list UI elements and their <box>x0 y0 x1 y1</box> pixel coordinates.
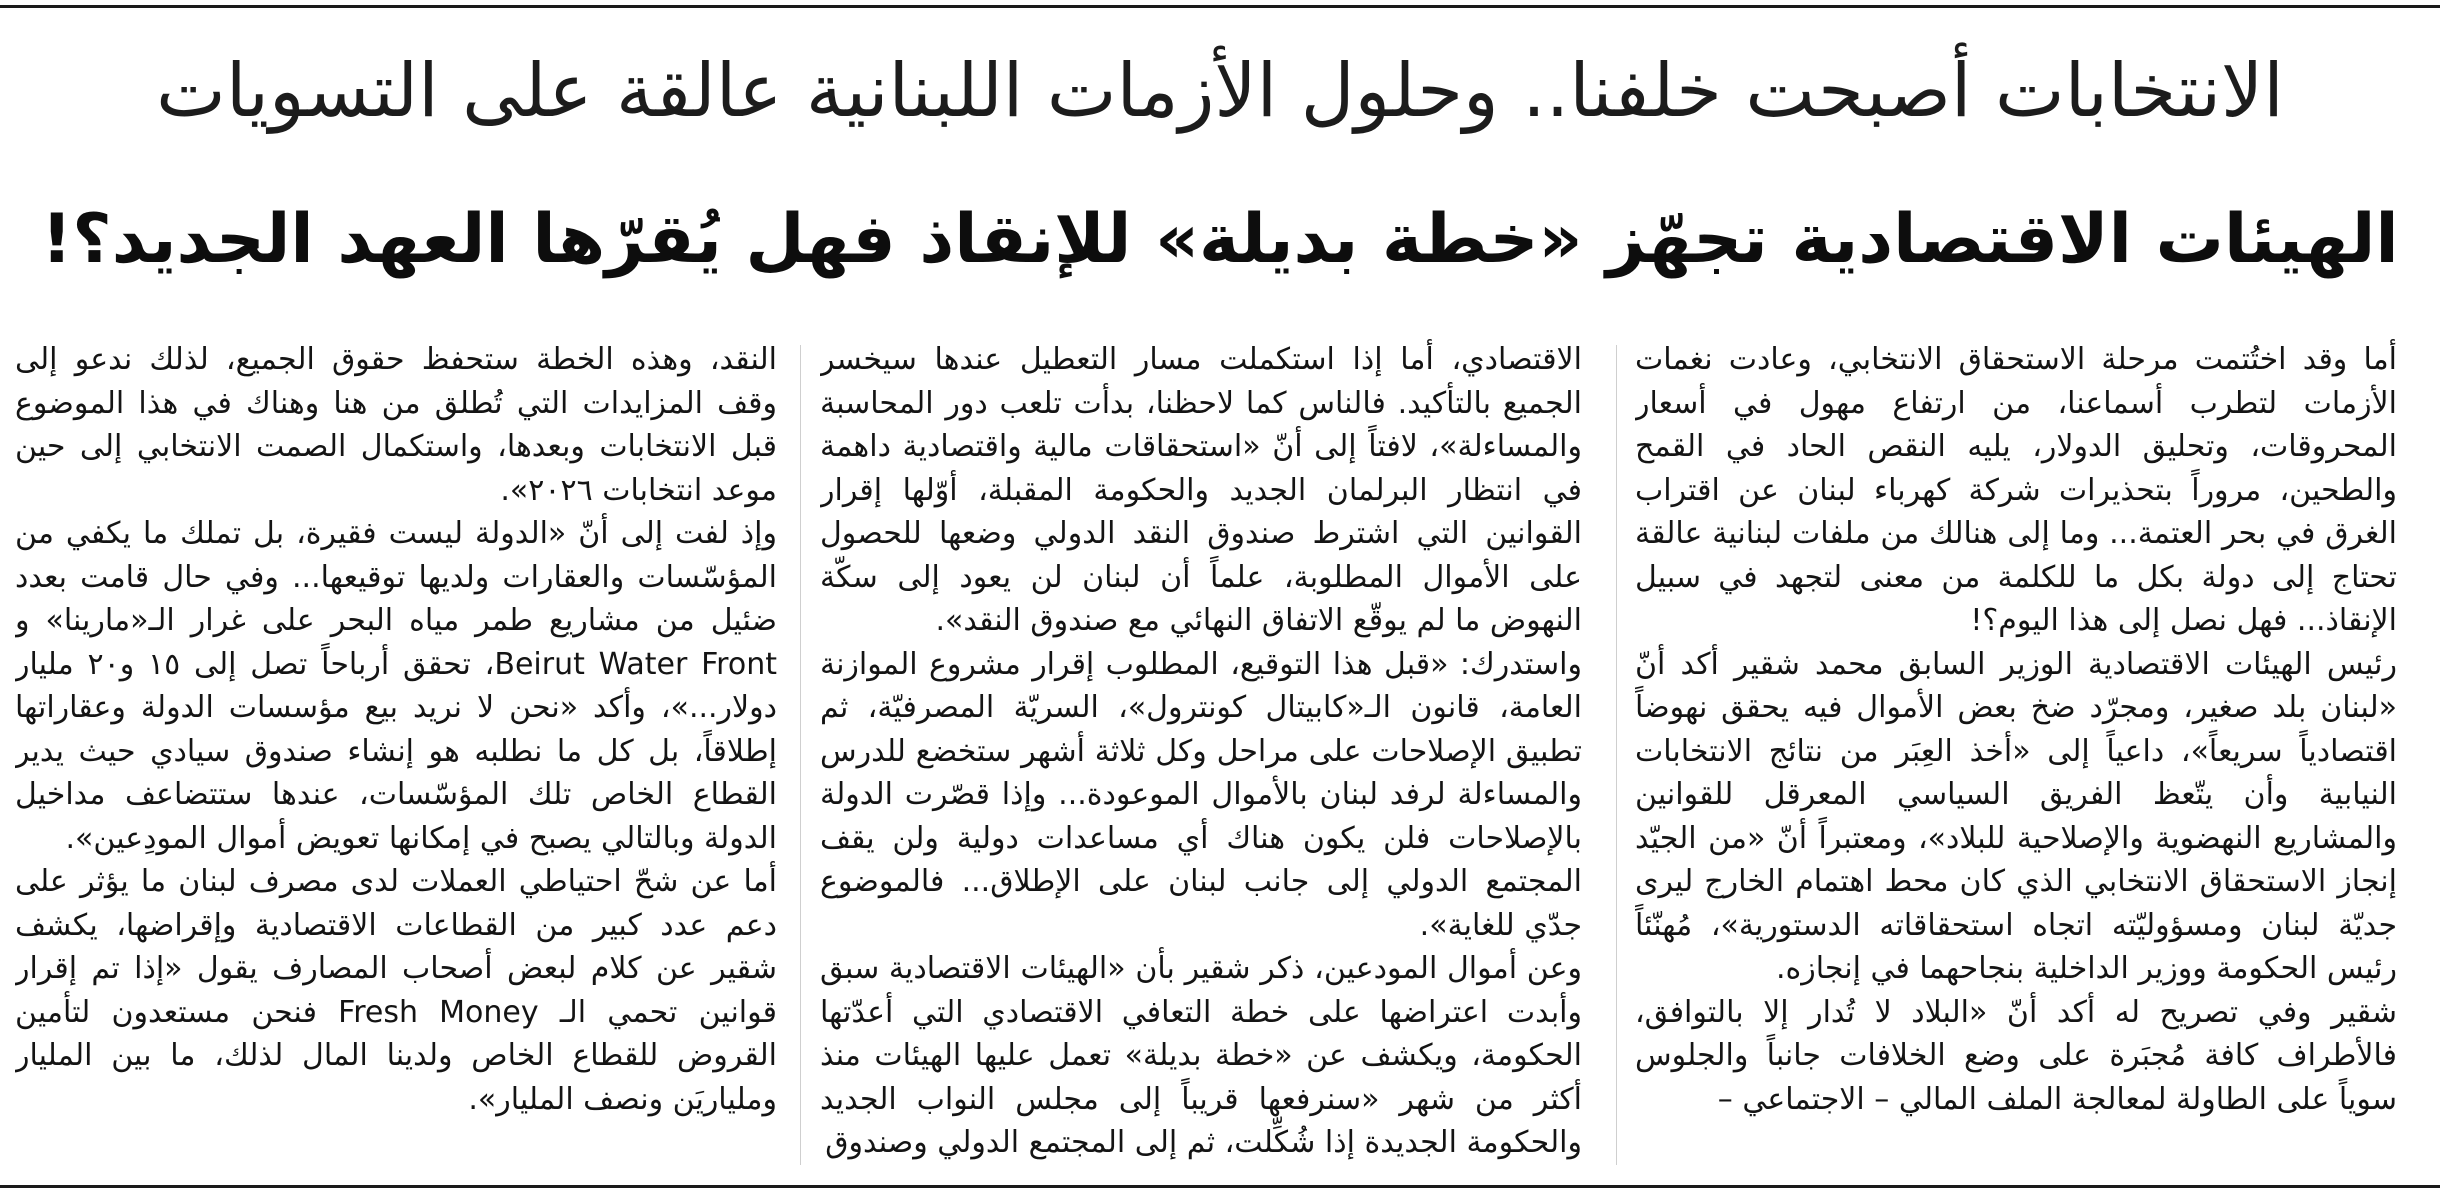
column-2-paragraph-1: الاقتصادي، أما إذا استكملت مسار التعطيل عندها سيخسر الجميع بالتأكيد. فالناس كما لاحظنا، بدأت تلعب دور المحاسبة والمساءلة»، لافتاً إلى أنّ «استحقاقات مالية واقتصادية داهمة في انتظار البرلمان الجديد والحكومة المقبلة، أوّلها إقرار القوانين التي اشترط صندوق النقد الدولي وضعها للحصول على الأموال المطلوبة، علماً أن لبنان لن يعود إلى سكّة النهوض ما لم يوقّع الاتفاق النهائي مع صندوق النقد». <box>820 342 1582 638</box>
column-3-paragraph-3: أما عن شحّ احتياطي العملات لدى مصرف لبنان ما يؤثر على دعم عدد كبير من القطاعات الاقتصادية وإقراضها، يكشف شقير عن كلام لبعض أصحاب المصارف يقول «إذا تم إقرار قوانين تحمي الـ Fresh Money فنحن مستعدون لتأمين القروض للقطاع الخاص ولدينا المال لذلك، ما بين المليار وملياريَن ونصف المليار». <box>15 864 777 1117</box>
top-rule <box>0 5 2440 8</box>
bottom-rule <box>0 1185 2440 1188</box>
column-1-paragraph-2: رئيس الهيئات الاقتصادية الوزير السابق محمد شقير أكد أنّ «لبنان بلد صغير، ومجرّد ضخ بعض الأموال فيه يحقق نهوضاً اقتصادياً سريعاً»، داعياً إلى «أخذ العِبَر من نتائج الانتخابات النيابية وأن يتّعظ الفريق السياسي المعرقل للقوانين والمشاريع النهضوية والإصلاحية للبلاد»، ومعتبراً أنّ «من الجيّد إنجاز الاستحقاق الانتخابي الذي كان محط اهتمام الخارج ليرى جديّة لبنان ومسؤوليّته اتجاه استحقاقاته الدستورية»، مُهنّئاً رئيس الحكومة ووزير الداخلية بنجاحهما في إنجازه. <box>1635 646 2397 986</box>
column-1-paragraph-3: شقير وفي تصريح له أكد أنّ «البلاد لا تُدار إلا بالتوافق، فالأطراف كافة مُجبَرة على وضع الخلافات جانباً والجلوس سوياً على الطاولة لمعالجة الملف المالي – الاجتماعي – <box>1635 994 2397 1117</box>
column-3-paragraph-2: وإذ لفت إلى أنّ «الدولة ليست فقيرة، بل تملك ما يكفي من المؤسّسات والعقارات ولديها توقيعها... وفي حال قامت بعدد ضئيل من مشاريع طمر مياه البحر على غرار الـ«مارينا» و Beirut Water Front، تحقق أرباحاً تصل إلى ١٥ و٢٠ مليار دولار...»، وأكد «نحن لا نريد بيع مؤسسات الدولة وعقاراتها إطلاقاً، بل كل ما نطلبه هو إنشاء صندوق سيادي حيث يدير القطاع الخاص تلك المؤسّسات، عندها ستتضاعف مداخيل الدولة وبالتالي يصبح في إمكانها تعويض أموال المودِعين». <box>15 516 777 856</box>
column-1-paragraph-1: أما وقد اختُتمت مرحلة الاستحقاق الانتخابي، وعادت نغمات الأزمات لتطرب أسماعنا، من ارتفاع مهول في أسعار المحروقات، وتحليق الدولار، يليه النقص الحاد في القمح والطحين، مروراً بتحذيرات شركة كهرباء لبنان عن اقتراب الغرق في بحر العتمة... وما إلى هنالك من ملفات لبنانية عالقة تحتاج إلى دولة بكل ما للكلمة من معنى لتجهد في سبيل الإنقاذ... فهل نصل إلى هذا اليوم؟! <box>1635 342 2397 638</box>
article-column-3 <box>15 338 777 1168</box>
article-column-2 <box>820 338 1582 1168</box>
main-headline: الهيئات الاقتصادية تجهّز «خطة بديلة» للإنقاذ فهل يُقرّها العهد الجديد؟! <box>41 200 2399 279</box>
column-divider <box>1616 345 1617 1165</box>
column-3-paragraph-1: النقد، وهذه الخطة ستحفظ حقوق الجميع، لذلك ندعو إلى وقف المزايدات التي تُطلق من هنا وهناك في هذا الموضوع قبل الانتخابات وبعدها، واستكمال الصمت الانتخابي إلى حين موعد انتخابات ٢٠٢٦». <box>15 342 777 508</box>
column-2-paragraph-3: وعن أموال المودعين، ذكر شقير بأن «الهيئات الاقتصادية سبق وأبدت اعتراضها على خطة التعافي الاقتصادي التي أعدّتها الحكومة، ويكشف عن «خطة بديلة» تعمل عليها الهيئات منذ أكثر من شهر «سنرفعها قريباً إلى مجلس النواب الجديد والحكومة الجديدة إذا شُكِّلت، ثم إلى المجتمع الدولي وصندوق <box>820 951 1582 1160</box>
column-2-paragraph-2: واستدرك: «قبل هذا التوقيع، المطلوب إقرار مشروع الموازنة العامة، قانون الـ«كابيتال كونترول»، السريّة المصرفيّة، ثم تطبيق الإصلاحات على مراحل وكل ثلاثة أشهر ستخضع للدرس والمساءلة لرفد لبنان بالأموال الموعودة... وإذا قصّرت الدولة بالإصلاحات فلن يكون هناك أي مساعدات دولية ولن يقف المجتمع الدولي إلى جانب لبنان على الإطلاق... فالموضوع جدّي للغاية». <box>820 646 1582 943</box>
kicker-headline: الانتخابات أصبحت خلفنا.. وحلول الأزمات اللبنانية عالقة على التسويات <box>156 48 2284 134</box>
article-column-1 <box>1635 338 2397 1168</box>
column-divider <box>800 345 801 1165</box>
